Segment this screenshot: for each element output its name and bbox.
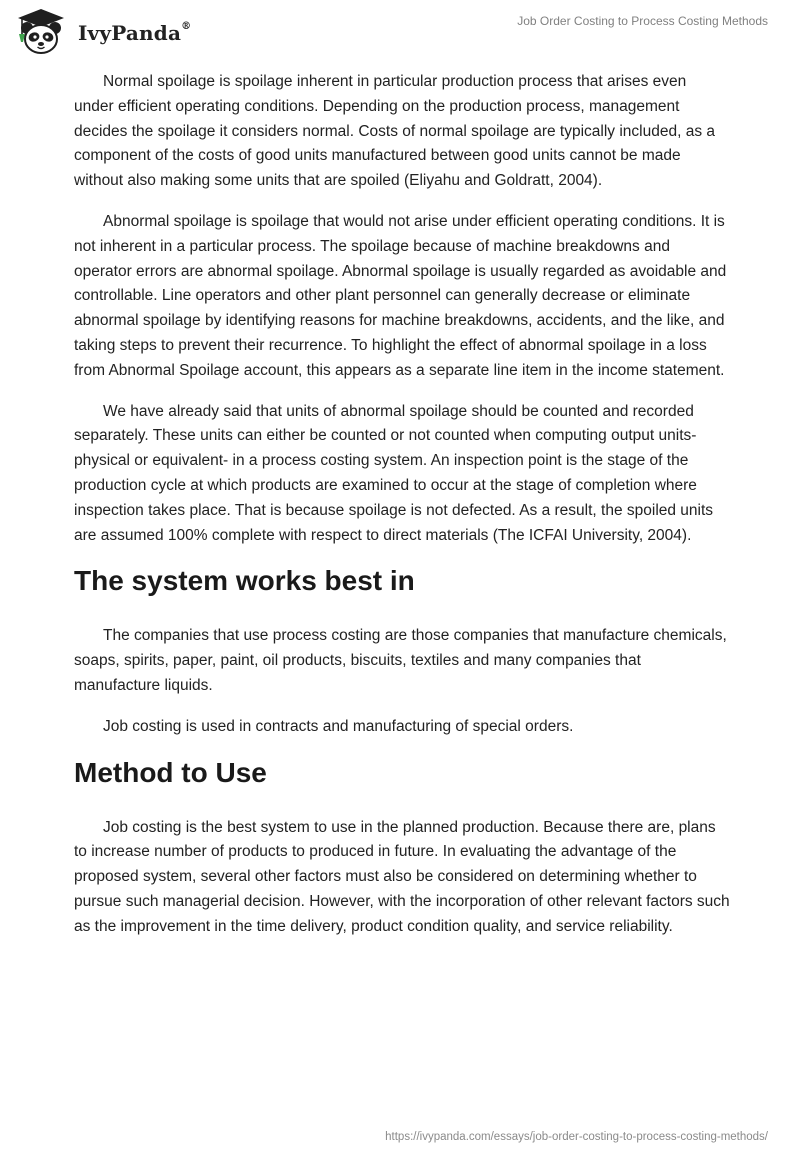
source-url[interactable]: https://ivypanda.com/essays/job-order-costing-to-process-costing-methods/ — [385, 1131, 768, 1143]
panda-graduate-icon — [14, 8, 68, 56]
paragraph-method-recommendation: Job costing is the best system to use in the planned production. Because there are, plans to increase number of products to produced in future. In evaluating the advantage of the proposed system, several other factors must also be considered on determining whether to pursue such managerial decision. However, with the incorporation of other relevant factors such as the improvement in the time delivery, product condition quality, and service reliability. — [74, 818, 730, 935]
brand-name: IvyPanda® — [78, 21, 192, 45]
paragraph-inspection-point: We have already said that units of abnormal spoilage should be counted and recorded separately. These units can either be counted or not counted when computing output units-physical or equivalent- in a process costing system. An inspection point is the stage of the production cycle at which products are examined to occur at the stage of completion where inspection takes place. That is because spoilage is not defected. As a result, the spoiled units are assumed 100% complete with respect to direct materials (The ICFAI University, 2004). — [74, 402, 714, 544]
heading-system-works-best: The system works best in — [74, 565, 415, 597]
paragraph-job-costing-use: Job costing is used in contracts and manufacturing of special orders. — [103, 717, 574, 735]
page-header — [0, 0, 800, 70]
document-title: Job Order Costing to Process Costing Methods — [517, 14, 768, 28]
article-body — [74, 70, 730, 956]
paragraph-normal-spoilage: Normal spoilage is spoilage inherent in particular production process that arises even under efficient operating conditions. Depending on the production process, management decides the spoilage it considers normal. Costs of normal spoilage are typically included, as a component of the costs of good units manufactured between good units cannot be made without also making some units that are spoiled (Eliyahu and Goldratt, 2004). — [74, 73, 716, 190]
paragraph-process-costing-companies: The companies that use process costing are those companies that manufacture chemicals, soaps, spirits, paper, paint, oil products, biscuits, textiles and many companies that manufacture liquids. — [74, 627, 727, 694]
registered-mark: ® — [181, 21, 192, 33]
paragraph-abnormal-spoilage: Abnormal spoilage is spoilage that would not arise under efficient operating conditions. It is not inherent in a particular process. The spoilage because of machine breakdowns and operator errors are abnormal spoilage. Abnormal spoilage is usually regarded as avoidable and controllable. Line operators and other plant personnel can generally decrease or eliminate abnormal spoilage by identifying reasons for machine breakdowns, accidents, and the like, and taking steps to prevent their recurrence. To highlight the effect of abnormal spoilage in a loss from Abnormal Spoilage account, this appears as a separate line item in the income statement. — [74, 212, 727, 379]
ivypanda-logo[interactable] — [14, 8, 204, 56]
heading-method-to-use: Method to Use — [74, 756, 267, 788]
